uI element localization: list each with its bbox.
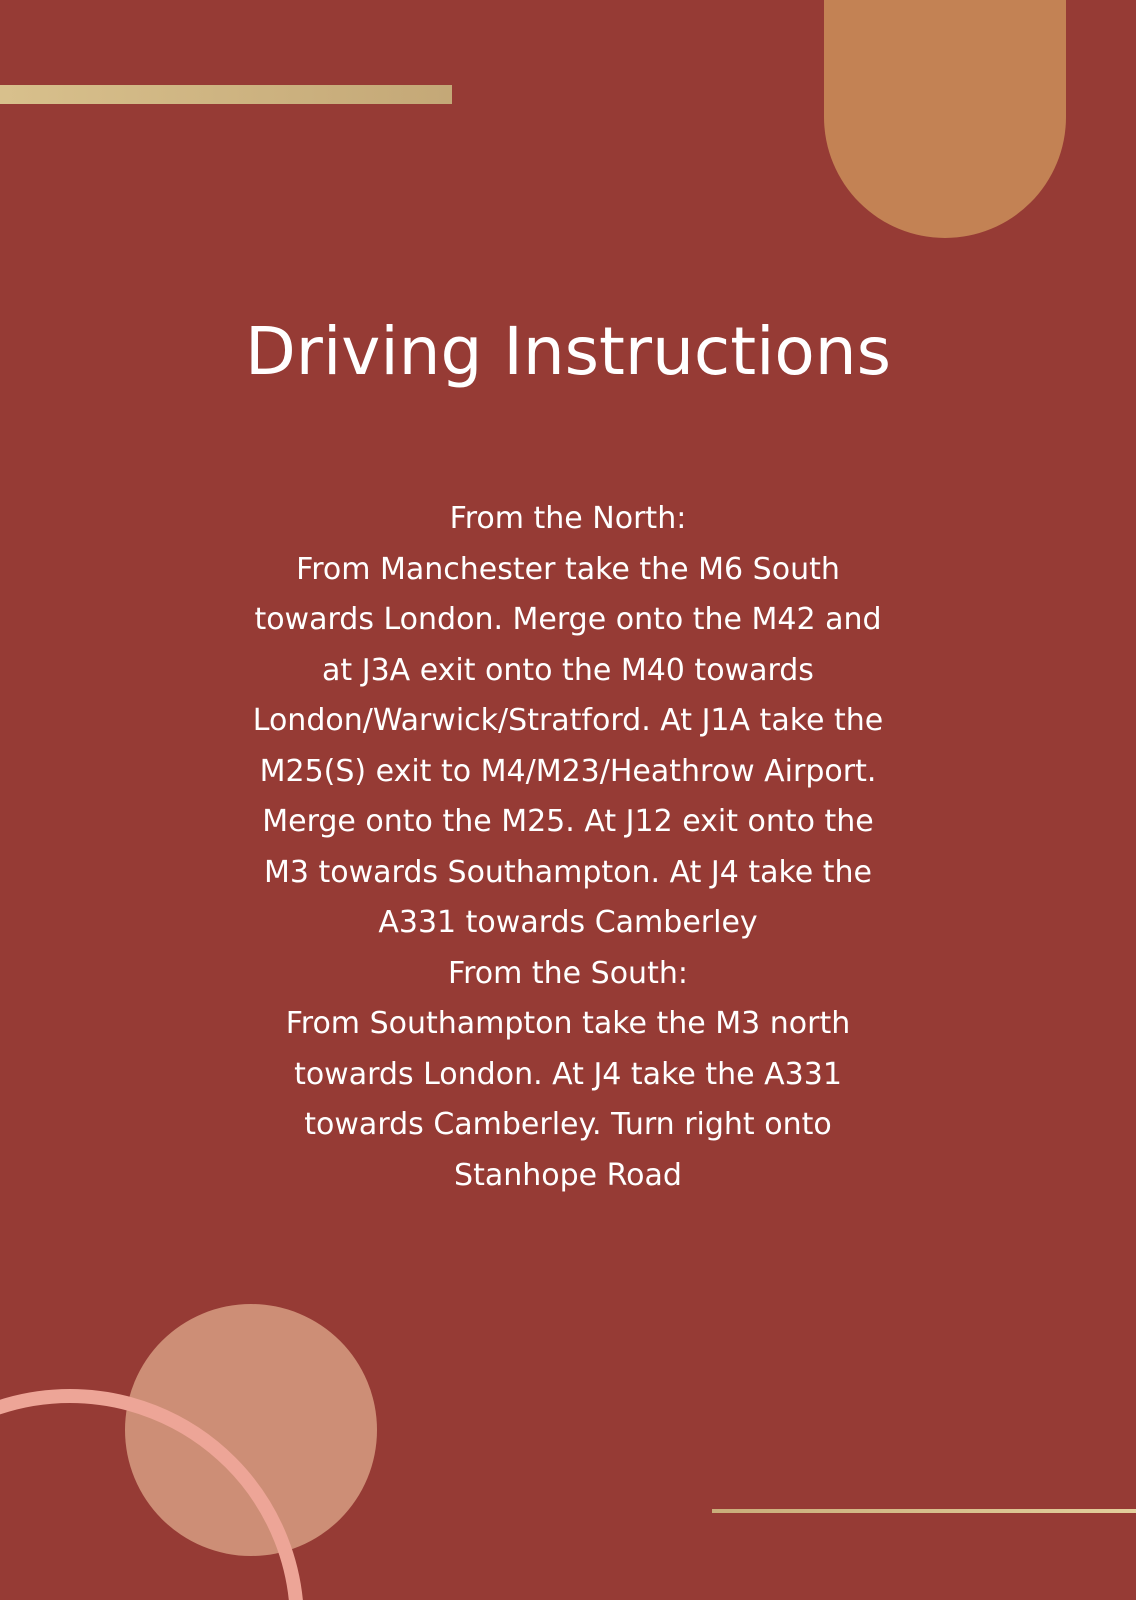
directions-line: From Manchester take the M6 South xyxy=(296,551,840,587)
directions-line: towards Camberley. Turn right onto xyxy=(304,1107,832,1142)
directions-line: M3 towards Southampton. At J4 take the xyxy=(263,854,873,890)
directions-line: at J3A exit onto the M40 towards xyxy=(322,652,814,688)
directions-line: towards London. Merge onto the M42 and xyxy=(254,602,882,637)
directions-line: Merge onto the M25. At J12 exit onto the xyxy=(262,804,874,839)
north-heading: From the North: xyxy=(449,501,687,536)
bottom-gold-line xyxy=(712,1509,1136,1513)
directions-line: London/Warwick/Stratford. At J1A take the xyxy=(252,703,884,738)
directions-line: M25(S) exit to M4/M23/Heathrow Airport. xyxy=(259,753,877,789)
directions-text xyxy=(168,494,968,1201)
page-title: Driving Instructions xyxy=(244,313,891,390)
directions-line: Stanhope Road xyxy=(454,1157,682,1193)
decorative-arch-shape xyxy=(824,0,1066,238)
south-heading: From the South: xyxy=(448,955,688,991)
decorative-ring xyxy=(0,1330,320,1600)
directions-line: A331 towards Camberley xyxy=(378,905,758,940)
directions-line: towards London. At J4 take the A331 xyxy=(294,1056,842,1092)
directions-line: From Southampton take the M3 north xyxy=(285,1006,851,1041)
top-gold-bar xyxy=(0,85,452,104)
